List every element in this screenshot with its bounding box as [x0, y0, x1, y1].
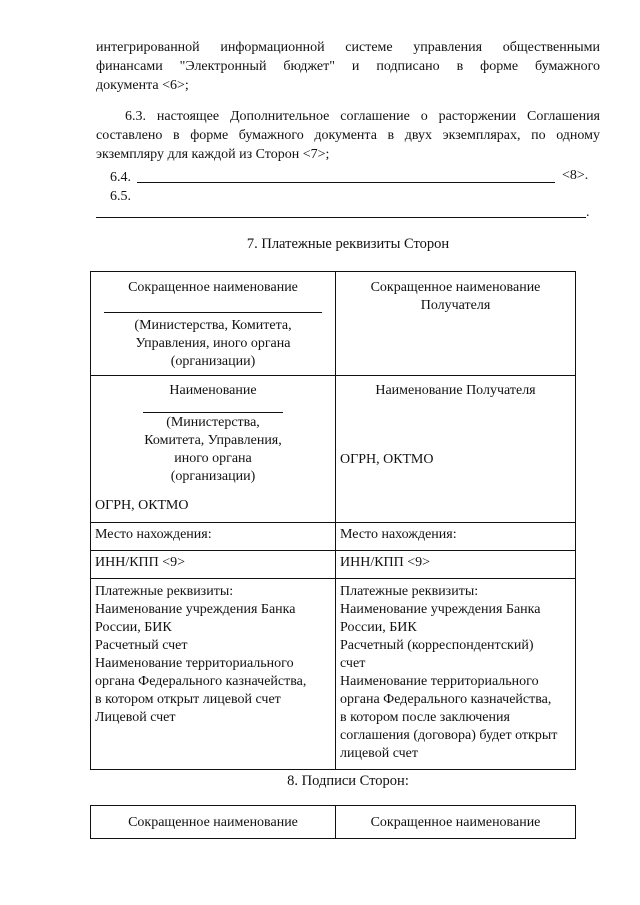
caption-line: (организации) — [170, 354, 256, 369]
payment-line: лицевой счет — [340, 746, 418, 761]
payment-line: соглашения (договора) будет открыт — [340, 728, 558, 743]
intro-line: документа <6>; — [96, 78, 189, 93]
clause-6-4-number: 6.4. — [110, 170, 131, 185]
caption-line: иного органа — [174, 451, 252, 466]
signature-right-short-name: Сокращенное наименование — [336, 806, 576, 839]
table-row — [91, 579, 576, 770]
full-name-label: Наименование — [169, 383, 257, 398]
ogrn-oktmo-left: ОГРН, ОКТМО — [95, 498, 189, 513]
caption-line: (Министерства, Комитета, — [134, 318, 292, 333]
payment-line: счет — [340, 656, 366, 671]
section-8-title: 8. Подписи Сторон: — [287, 773, 409, 789]
table-row — [91, 806, 576, 839]
payment-line: Наименование территориального — [95, 656, 294, 671]
full-name-blank-line — [143, 412, 283, 413]
clause-6-5-blank-line — [96, 217, 586, 218]
payment-line: Платежные реквизиты: — [95, 584, 234, 599]
payment-line: Наименование учреждения Банка — [340, 602, 541, 617]
cell-full-name-right — [336, 376, 576, 523]
payment-line: Наименование учреждения Банка — [95, 602, 296, 617]
payment-line: Лицевой счет — [95, 710, 176, 725]
clause-6-3 — [96, 107, 600, 164]
clause-6-5-number: 6.5. — [110, 189, 131, 204]
recipient-full-name-label: Наименование Получателя — [375, 383, 536, 398]
clause-line: 6.3. настоящее Дополнительное соглашение о расторжении Соглашения — [125, 109, 600, 124]
payment-line: Расчетный (корреспондентский) — [340, 638, 534, 653]
inn-kpp-right: ИНН/КПП <9> — [336, 551, 576, 579]
payment-line: в котором после заключения — [340, 710, 510, 725]
payment-line: Наименование территориального — [340, 674, 539, 689]
table-row — [91, 272, 576, 376]
signature-left-short-name: Сокращенное наименование — [91, 806, 336, 839]
payment-line: органа Федерального казначейства, — [340, 692, 552, 707]
intro-line: интегрированной информационной системе управления общественными — [96, 40, 600, 55]
payment-line: Расчетный счет — [95, 638, 188, 653]
inn-kpp-left: ИНН/КПП <9> — [91, 551, 336, 579]
clause-line: составлено в форме бумажного документа в двух экземплярах, по одному — [96, 128, 600, 143]
payment-line: России, БИК — [340, 620, 417, 635]
caption-line: Управления, иного органа — [135, 336, 291, 351]
full-name-caption — [95, 414, 331, 486]
table-row — [91, 523, 576, 551]
payment-line: России, БИК — [95, 620, 172, 635]
clause-6-4-blank-line — [137, 182, 555, 183]
clause-6-4-footnote: <8>. — [562, 168, 589, 183]
signatures-table — [90, 805, 576, 839]
short-name-blank-line — [104, 312, 322, 313]
clause-line: экземпляру для каждой из Сторон <7>; — [96, 147, 330, 162]
short-name-label: Сокращенное наименование — [128, 280, 298, 295]
payment-line: органа Федерального казначейства, — [95, 674, 307, 689]
cell-short-name-left — [91, 272, 336, 376]
clause-6-5-end: . — [586, 205, 590, 220]
intro-paragraph — [96, 38, 600, 95]
intro-line: финансами "Электронный бюджет" и подписано в форме бумажного — [96, 59, 600, 74]
cell-short-name-right — [336, 272, 576, 376]
requisites-table — [90, 271, 576, 770]
table-row — [91, 376, 576, 523]
caption-line: (организации) — [170, 469, 256, 484]
payment-details-right — [336, 579, 576, 770]
payment-details-left — [91, 579, 336, 770]
table-row — [91, 551, 576, 579]
ogrn-oktmo-right: ОГРН, ОКТМО — [340, 452, 434, 467]
cell-full-name-left — [91, 376, 336, 523]
location-left: Место нахождения: — [91, 523, 336, 551]
short-name-caption — [95, 317, 331, 371]
payment-line: Платежные реквизиты: — [340, 584, 479, 599]
caption-line: Комитета, Управления, — [144, 433, 282, 448]
payment-line: в котором открыт лицевой счет — [95, 692, 281, 707]
recipient-short-name-label: Сокращенное наименование — [370, 280, 541, 295]
recipient-short-name-label: Получателя — [420, 298, 491, 313]
location-right: Место нахождения: — [336, 523, 576, 551]
section-7-title: 7. Платежные реквизиты Сторон — [246, 236, 450, 252]
caption-line: (Министерства, — [166, 415, 260, 430]
